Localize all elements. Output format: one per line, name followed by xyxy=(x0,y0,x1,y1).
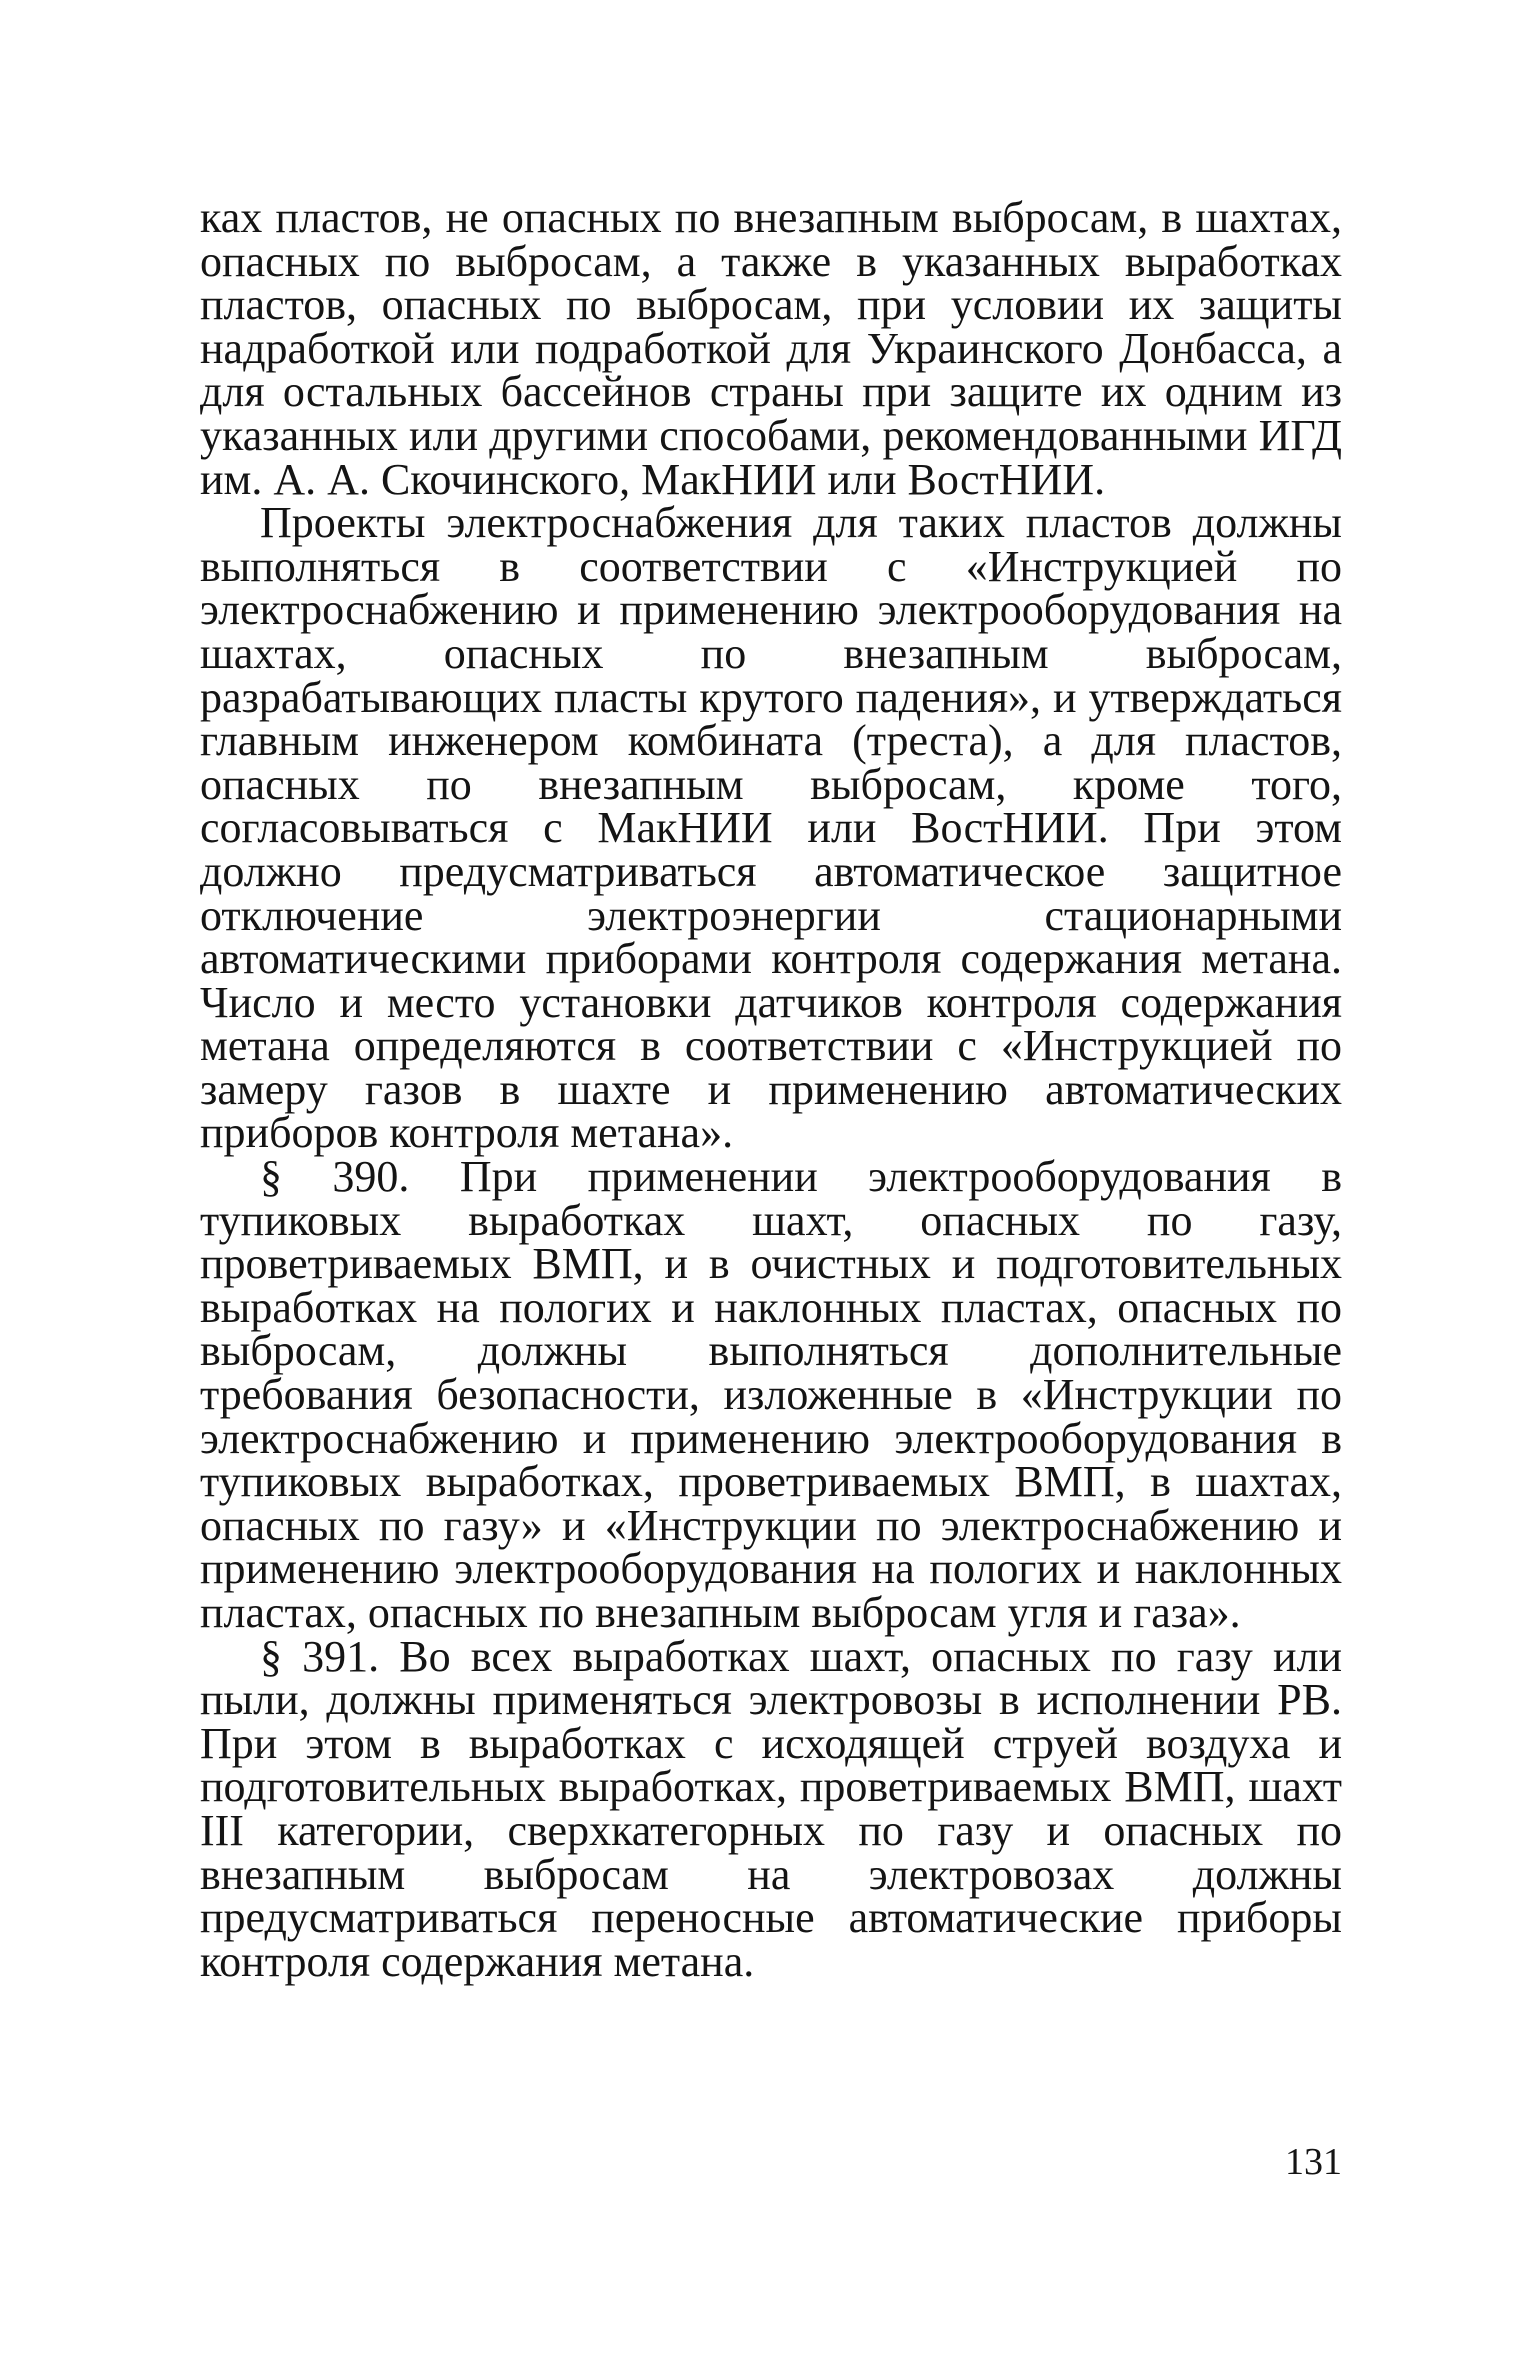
paragraph-section-391: § 391. Во всех выработках шахт, опасных по газу или пыли, должны применяться электровозы в исполнении РВ. При этом в выработках с исходящей струей воздуха и подготовительных выработках, проветриваемых ВМП, шахт III категории, сверхкатегорных по газу и опасных по внезапным выбросам на электровозах должны предусматриваться переносные автоматические приборы контроля содержания метана. xyxy=(200,1631,1342,1986)
paragraph-section-390: § 390. При применении электрооборудования в тупиковых выработках шахт, опасных по газу, проветриваемых ВМП, и в очистных и подготовительных выработках на пологих и наклонных пластах, опасных по выбросам, должны выполняться дополнительные требования безопасности, изложенные в «Инструкции по электроснабжению и применению электрооборудования в тупиковых выработках, проветриваемых ВМП, в шахтах, опасных по газу» и «Инструкции по электроснабжению и применению электрооборудования на пологих и наклонных пластах, опасных по внезапным выбросам угля и газа». xyxy=(200,1152,1342,1637)
page-number: 131 xyxy=(1285,2141,1342,2183)
paragraph-continuation: ках пластов, не опасных по внезапным выбросам, в шахтах, опасных по выбросам, а также в указанных выработках пластов, опасных по выбросам, при условии их защиты надработкой или подработкой для Украинского Донбасса, а для остальных бассейнов страны при защите их одним из указанных или другими способами, рекомендованными ИГД им. А. А. Скочинского, МакНИИ или ВостНИИ. xyxy=(200,193,1342,504)
paragraph-power-supply-projects: Проекты электроснабжения для таких пластов должны выполняться в соответствии с «Инструкцией по электроснабжению и применению электрооборудования на шахтах, опасных по внезапным выбросам, разрабатывающих пласты крутого падения», и утверждаться главным инженером комбината (треста), а для пластов, опасных по внезапным выбросам, кроме того, согласовываться с МакНИИ или ВостНИИ. При этом должно предусматриваться автоматическое защитное отключение электроэнергии стационарными автоматическими приборами контроля содержания метана. Число и место установки датчиков контроля содержания метана определяются в соответствии с «Инструкцией по замеру газов в шахте и применению автоматических приборов контроля метана». xyxy=(200,498,1342,1158)
body-text xyxy=(200,193,1342,1986)
